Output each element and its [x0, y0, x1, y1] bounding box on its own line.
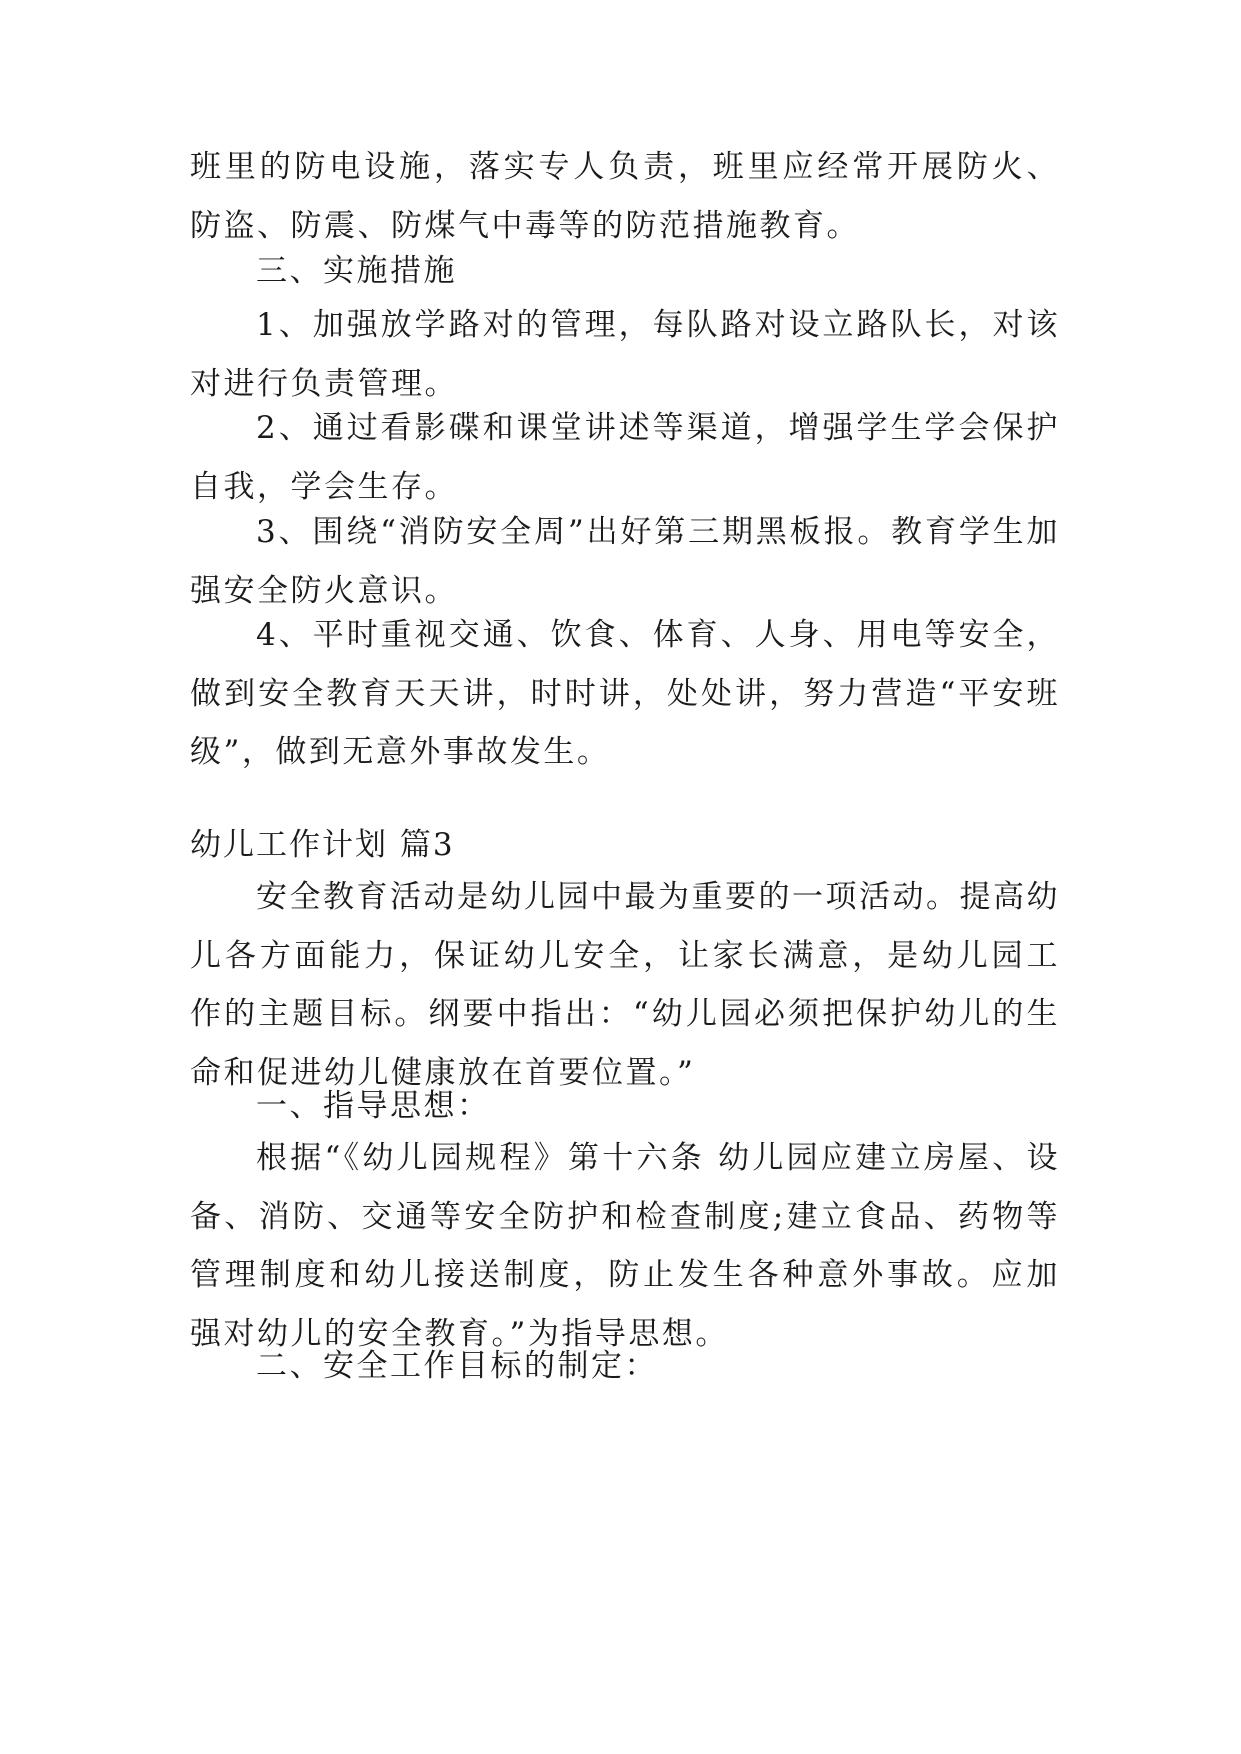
heading-implementation-measures: 三、实施措施	[256, 253, 457, 289]
list-item-1: 1、加强放学路对的管理，每队路对设立路队长，对该对进行负责管理。	[190, 307, 1060, 402]
heading-guiding-ideology: 一、指导思想：	[256, 1088, 491, 1124]
list-item-2: 2、通过看影碟和课堂讲述等渠道，增强学生学会保护自我，学会生存。	[190, 410, 1060, 505]
paragraph-guiding-ideology: 根据“《幼儿园规程》第十六条 幼儿园应建立房屋、设备、消防、交通等安全防护和检查制度;建立食品、药物等管理制度和幼儿接送制度，防止发生各种意外事故。应加强对幼儿的安全教育。”为指导思想。	[190, 1140, 1060, 1352]
section-heading-plan-3: 幼儿工作计划 篇3	[190, 827, 455, 863]
heading-safety-goals: 二、安全工作目标的制定：	[256, 1348, 658, 1384]
list-item-4: 4、平时重视交通、饮食、体育、人身、用电等安全，做到安全教育天天讲，时时讲，处处讲，努力营造“平安班级”，做到无意外事故发生。	[190, 617, 1060, 770]
paragraph-fire-safety-continued: 班里的防电设施，落实专人负责，班里应经常开展防火、防盗、防震、防煤气中毒等的防范措施教育。	[190, 149, 1060, 244]
list-item-3: 3、围绕“消防安全周”出好第三期黑板报。教育学生加强安全防火意识。	[190, 514, 1060, 609]
paragraph-intro: 安全教育活动是幼儿园中最为重要的一项活动。提高幼儿各方面能力，保证幼儿安全，让家长满意，是幼儿园工作的主题目标。纲要中指出：“幼儿园必须把保护幼儿的生命和促进幼儿健康放在首要位置。”	[190, 879, 1060, 1091]
